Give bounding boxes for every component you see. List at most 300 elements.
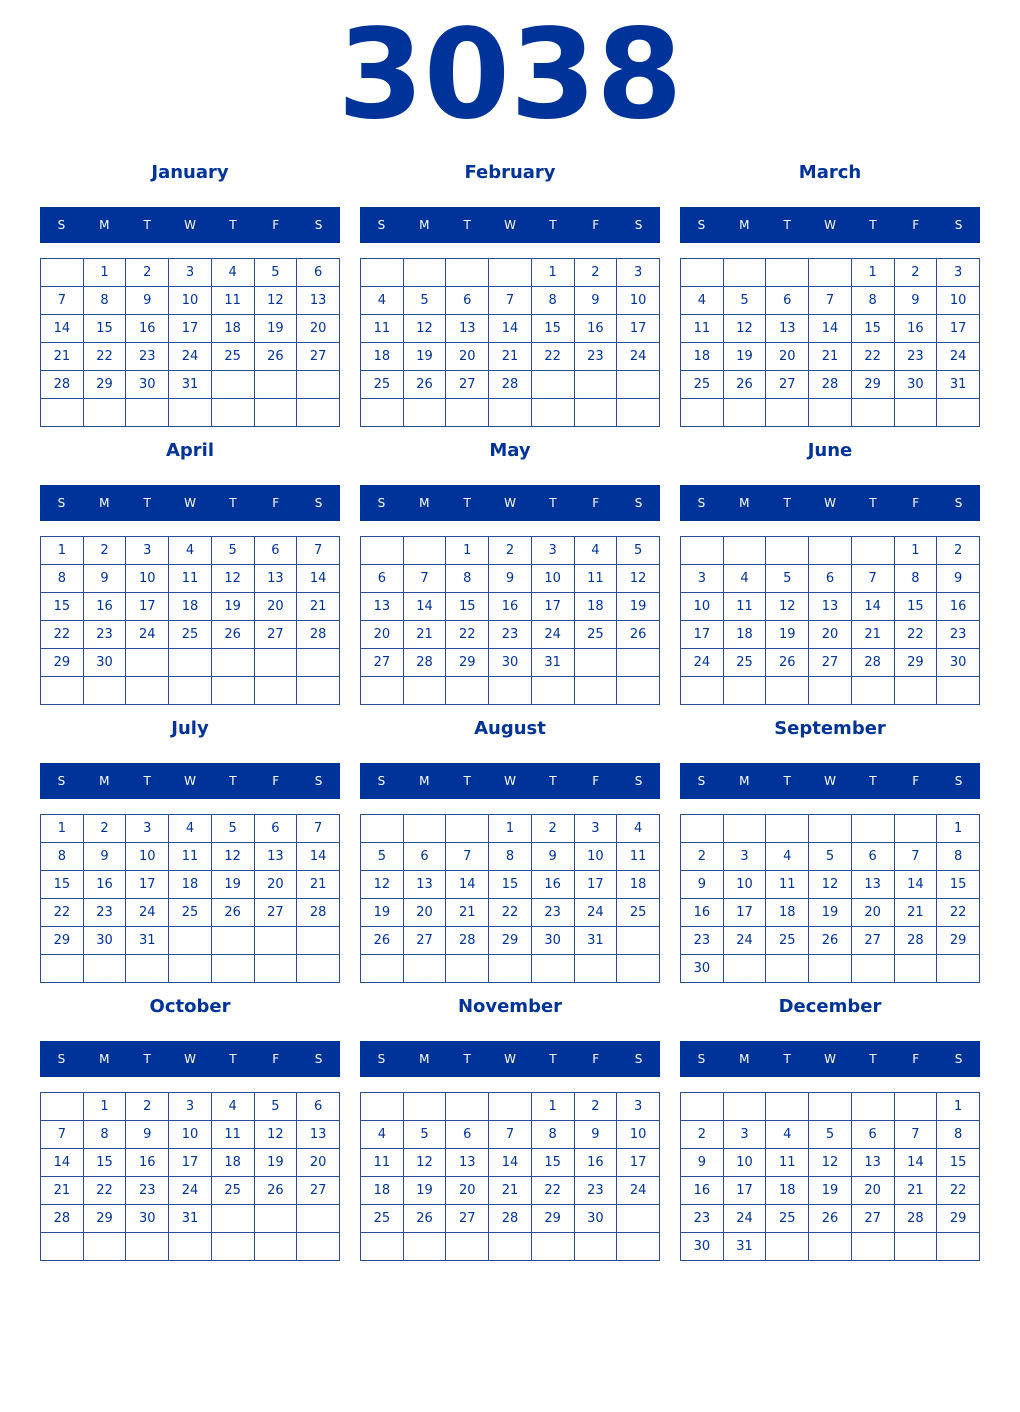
day-cell	[403, 955, 446, 983]
day-cell: 29	[851, 371, 894, 399]
weekday-header	[360, 1041, 660, 1077]
day-cell: 15	[937, 871, 980, 899]
day-cell: 26	[723, 371, 766, 399]
day-cell: 5	[723, 287, 766, 315]
day-cell: 25	[361, 371, 404, 399]
weekday-label: W	[824, 774, 836, 788]
day-cell: 21	[297, 593, 340, 621]
day-cell: 9	[937, 565, 980, 593]
day-cell: 6	[403, 843, 446, 871]
day-cell: 16	[574, 1149, 617, 1177]
day-cell: 9	[681, 871, 724, 899]
day-cell: 8	[851, 287, 894, 315]
weekday-label: W	[184, 774, 196, 788]
day-cell: 19	[617, 593, 660, 621]
day-cell: 27	[297, 1177, 340, 1205]
day-cell	[617, 927, 660, 955]
day-grid	[360, 1092, 660, 1261]
day-cell: 17	[617, 1149, 660, 1177]
day-cell: 26	[766, 649, 809, 677]
week-row	[681, 315, 980, 343]
day-cell: 1	[41, 815, 84, 843]
day-cell: 20	[403, 899, 446, 927]
day-cell: 22	[41, 621, 84, 649]
day-cell	[489, 259, 532, 287]
day-cell: 18	[361, 1177, 404, 1205]
day-cell: 23	[531, 899, 574, 927]
day-cell	[809, 259, 852, 287]
weekday-label: S	[377, 496, 386, 510]
day-cell: 17	[531, 593, 574, 621]
day-cell: 14	[41, 315, 84, 343]
day-cell: 4	[169, 537, 212, 565]
day-cell	[809, 677, 852, 705]
day-cell: 2	[126, 1093, 169, 1121]
day-cell: 19	[723, 343, 766, 371]
day-cell	[169, 399, 212, 427]
weekday-header	[40, 485, 340, 521]
day-cell	[211, 1205, 254, 1233]
day-cell: 26	[361, 927, 404, 955]
day-cell: 17	[169, 1149, 212, 1177]
day-cell	[41, 955, 84, 983]
day-cell	[446, 259, 489, 287]
day-cell: 8	[446, 565, 489, 593]
day-cell	[809, 955, 852, 983]
day-cell	[254, 677, 297, 705]
day-cell: 24	[126, 621, 169, 649]
day-cell: 7	[41, 287, 84, 315]
week-row	[361, 677, 660, 705]
day-cell: 29	[937, 927, 980, 955]
day-cell	[851, 955, 894, 983]
day-cell	[41, 399, 84, 427]
weekday-label: M	[419, 218, 430, 232]
day-cell: 16	[83, 593, 126, 621]
day-cell: 19	[809, 1177, 852, 1205]
day-cell	[297, 399, 340, 427]
week-row	[681, 343, 980, 371]
week-row	[41, 1177, 340, 1205]
day-cell: 24	[681, 649, 724, 677]
day-cell: 9	[126, 1121, 169, 1149]
day-cell: 31	[169, 1205, 212, 1233]
week-row	[41, 537, 340, 565]
weekday-label: F	[592, 218, 600, 232]
weekday-label: F	[272, 218, 280, 232]
day-cell: 25	[617, 899, 660, 927]
day-cell: 25	[723, 649, 766, 677]
day-cell: 9	[126, 287, 169, 315]
weekday-label: T	[463, 1052, 471, 1066]
day-cell: 30	[83, 927, 126, 955]
weekday-label: M	[739, 774, 750, 788]
weekday-label: W	[184, 496, 196, 510]
day-cell: 22	[446, 621, 489, 649]
day-cell: 16	[937, 593, 980, 621]
day-cell: 30	[126, 1205, 169, 1233]
day-cell: 18	[723, 621, 766, 649]
week-row	[361, 371, 660, 399]
weekday-header	[680, 763, 980, 799]
week-row	[41, 677, 340, 705]
week-row	[681, 871, 980, 899]
day-cell: 22	[83, 343, 126, 371]
day-cell: 7	[894, 1121, 937, 1149]
weekday-label: F	[912, 1052, 920, 1066]
day-cell: 18	[574, 593, 617, 621]
day-cell: 22	[531, 343, 574, 371]
day-cell: 3	[681, 565, 724, 593]
week-row	[681, 371, 980, 399]
day-cell: 28	[894, 1205, 937, 1233]
day-grid	[680, 536, 980, 705]
day-cell: 28	[809, 371, 852, 399]
day-cell: 9	[574, 1121, 617, 1149]
weekday-label: W	[504, 774, 516, 788]
day-cell: 19	[403, 1177, 446, 1205]
day-cell	[851, 815, 894, 843]
day-cell	[766, 399, 809, 427]
day-cell	[531, 955, 574, 983]
day-cell: 22	[894, 621, 937, 649]
day-cell	[297, 1233, 340, 1261]
day-cell: 28	[851, 649, 894, 677]
day-cell	[83, 1233, 126, 1261]
day-cell: 10	[617, 287, 660, 315]
day-cell	[681, 259, 724, 287]
day-cell: 21	[894, 1177, 937, 1205]
week-row	[361, 871, 660, 899]
week-row	[681, 537, 980, 565]
day-cell: 1	[531, 259, 574, 287]
day-cell	[809, 399, 852, 427]
day-cell	[681, 677, 724, 705]
weekday-label: S	[314, 1052, 323, 1066]
day-cell: 27	[254, 899, 297, 927]
weekday-label: S	[377, 218, 386, 232]
weekday-label: W	[824, 1052, 836, 1066]
day-cell: 6	[851, 843, 894, 871]
weekday-header	[40, 763, 340, 799]
day-cell: 5	[361, 843, 404, 871]
weekday-label: W	[184, 218, 196, 232]
weekday-label: S	[377, 1052, 386, 1066]
day-cell: 26	[211, 899, 254, 927]
day-cell: 5	[617, 537, 660, 565]
day-cell: 10	[126, 565, 169, 593]
day-cell: 27	[361, 649, 404, 677]
day-cell: 2	[937, 537, 980, 565]
day-cell: 8	[937, 843, 980, 871]
day-cell: 2	[574, 259, 617, 287]
weekday-label: W	[504, 1052, 516, 1066]
day-cell: 21	[297, 871, 340, 899]
day-cell: 30	[894, 371, 937, 399]
day-cell	[894, 677, 937, 705]
day-cell: 15	[83, 1149, 126, 1177]
day-cell: 24	[574, 899, 617, 927]
day-grid	[360, 814, 660, 983]
weekday-label: T	[229, 218, 237, 232]
weekday-label: S	[57, 774, 66, 788]
day-cell: 12	[254, 287, 297, 315]
day-cell: 6	[809, 565, 852, 593]
day-cell: 28	[489, 1205, 532, 1233]
day-cell: 10	[723, 1149, 766, 1177]
weekday-label: M	[419, 1052, 430, 1066]
day-cell: 16	[126, 315, 169, 343]
month-title: May	[489, 440, 531, 461]
day-cell	[574, 399, 617, 427]
weekday-label: W	[184, 1052, 196, 1066]
day-cell: 1	[851, 259, 894, 287]
day-cell: 29	[83, 371, 126, 399]
day-cell: 1	[531, 1093, 574, 1121]
day-cell: 20	[297, 1149, 340, 1177]
day-cell: 21	[489, 343, 532, 371]
weekday-label: M	[99, 496, 110, 510]
week-row	[681, 259, 980, 287]
day-cell	[361, 1233, 404, 1261]
weekday-label: T	[143, 218, 151, 232]
day-cell: 3	[169, 259, 212, 287]
weekday-label: S	[634, 496, 643, 510]
day-cell: 5	[211, 815, 254, 843]
day-cell: 13	[254, 843, 297, 871]
day-cell	[723, 399, 766, 427]
day-cell: 17	[574, 871, 617, 899]
day-cell: 20	[851, 899, 894, 927]
day-cell: 26	[809, 927, 852, 955]
week-row	[361, 1149, 660, 1177]
day-cell	[681, 399, 724, 427]
month-title: December	[778, 996, 882, 1017]
weekday-label: M	[739, 1052, 750, 1066]
week-row	[681, 287, 980, 315]
day-cell: 29	[489, 927, 532, 955]
day-cell: 14	[403, 593, 446, 621]
day-cell	[489, 399, 532, 427]
day-cell: 4	[723, 565, 766, 593]
day-cell: 24	[937, 343, 980, 371]
day-cell: 13	[446, 1149, 489, 1177]
week-row	[361, 843, 660, 871]
day-cell: 27	[254, 621, 297, 649]
day-cell	[894, 1093, 937, 1121]
day-cell	[211, 955, 254, 983]
weekday-header	[360, 485, 660, 521]
weekday-label: F	[272, 774, 280, 788]
day-cell: 19	[766, 621, 809, 649]
weekday-label: F	[912, 218, 920, 232]
day-cell: 16	[894, 315, 937, 343]
weekday-label: T	[463, 774, 471, 788]
weekday-label: T	[143, 1052, 151, 1066]
day-cell: 28	[446, 927, 489, 955]
day-cell: 11	[211, 287, 254, 315]
day-cell: 7	[41, 1121, 84, 1149]
day-cell: 7	[297, 537, 340, 565]
week-row	[41, 955, 340, 983]
day-cell	[937, 677, 980, 705]
weekday-label: S	[57, 496, 66, 510]
day-cell: 7	[297, 815, 340, 843]
weekday-header	[360, 763, 660, 799]
week-row	[41, 343, 340, 371]
day-cell	[211, 1233, 254, 1261]
day-cell	[254, 1205, 297, 1233]
week-row	[681, 955, 980, 983]
week-row	[361, 649, 660, 677]
day-cell: 30	[574, 1205, 617, 1233]
day-cell: 30	[83, 649, 126, 677]
day-cell: 1	[489, 815, 532, 843]
day-cell: 7	[403, 565, 446, 593]
day-cell	[83, 399, 126, 427]
day-cell	[723, 677, 766, 705]
day-cell: 2	[681, 843, 724, 871]
weekday-header	[40, 1041, 340, 1077]
day-cell: 12	[361, 871, 404, 899]
day-cell	[403, 677, 446, 705]
day-cell: 10	[126, 843, 169, 871]
day-cell: 27	[766, 371, 809, 399]
weekday-label: T	[229, 1052, 237, 1066]
day-cell: 8	[531, 1121, 574, 1149]
day-cell	[254, 955, 297, 983]
day-cell	[617, 955, 660, 983]
day-cell: 7	[489, 1121, 532, 1149]
day-cell: 25	[361, 1205, 404, 1233]
week-row	[41, 843, 340, 871]
day-cell: 23	[83, 899, 126, 927]
day-cell: 15	[894, 593, 937, 621]
day-cell: 26	[403, 1205, 446, 1233]
day-cell	[723, 955, 766, 983]
day-cell	[681, 537, 724, 565]
day-cell: 28	[403, 649, 446, 677]
day-cell: 15	[531, 1149, 574, 1177]
day-cell: 18	[681, 343, 724, 371]
day-cell: 14	[41, 1149, 84, 1177]
weekday-label: T	[783, 1052, 791, 1066]
day-cell	[766, 955, 809, 983]
day-cell: 6	[766, 287, 809, 315]
day-cell	[894, 399, 937, 427]
day-cell: 24	[723, 1205, 766, 1233]
day-cell: 4	[211, 1093, 254, 1121]
day-cell: 19	[809, 899, 852, 927]
day-cell: 4	[169, 815, 212, 843]
week-row	[681, 815, 980, 843]
day-grid	[40, 1092, 340, 1261]
day-cell: 3	[574, 815, 617, 843]
weekday-label: S	[697, 218, 706, 232]
week-row	[681, 1121, 980, 1149]
weekday-label: F	[592, 496, 600, 510]
day-cell: 27	[809, 649, 852, 677]
day-grid	[40, 536, 340, 705]
day-cell: 13	[297, 287, 340, 315]
week-row	[681, 927, 980, 955]
day-cell: 9	[894, 287, 937, 315]
day-cell: 2	[126, 259, 169, 287]
day-cell: 20	[297, 315, 340, 343]
day-cell	[851, 1233, 894, 1261]
day-cell	[254, 649, 297, 677]
day-cell	[83, 955, 126, 983]
day-cell: 28	[297, 621, 340, 649]
day-cell: 7	[851, 565, 894, 593]
weekday-label: S	[634, 218, 643, 232]
day-cell: 4	[766, 843, 809, 871]
day-cell: 20	[446, 343, 489, 371]
day-cell	[446, 1233, 489, 1261]
day-cell: 7	[489, 287, 532, 315]
weekday-label: S	[314, 218, 323, 232]
day-cell: 13	[809, 593, 852, 621]
day-cell: 23	[937, 621, 980, 649]
day-cell: 12	[809, 871, 852, 899]
day-cell: 14	[297, 843, 340, 871]
day-cell	[531, 1233, 574, 1261]
day-cell: 11	[169, 843, 212, 871]
day-cell: 23	[489, 621, 532, 649]
day-cell	[681, 1093, 724, 1121]
day-cell: 26	[254, 1177, 297, 1205]
day-cell	[169, 677, 212, 705]
day-cell: 21	[894, 899, 937, 927]
day-cell: 5	[809, 843, 852, 871]
year-title: 3038	[337, 3, 683, 147]
day-cell: 3	[617, 1093, 660, 1121]
day-cell	[403, 399, 446, 427]
day-cell: 27	[403, 927, 446, 955]
day-cell: 11	[169, 565, 212, 593]
day-cell: 18	[211, 1149, 254, 1177]
day-cell: 10	[723, 871, 766, 899]
day-cell	[531, 371, 574, 399]
weekday-header	[680, 485, 980, 521]
day-cell: 14	[297, 565, 340, 593]
day-cell: 17	[723, 1177, 766, 1205]
weekday-label: S	[954, 218, 963, 232]
day-cell: 24	[126, 899, 169, 927]
day-cell	[723, 537, 766, 565]
day-cell: 24	[169, 1177, 212, 1205]
day-cell: 5	[766, 565, 809, 593]
day-cell: 3	[723, 843, 766, 871]
day-cell: 13	[403, 871, 446, 899]
day-cell	[851, 399, 894, 427]
day-cell: 22	[851, 343, 894, 371]
week-row	[361, 537, 660, 565]
weekday-label: S	[954, 496, 963, 510]
day-cell: 20	[254, 593, 297, 621]
week-row	[361, 1121, 660, 1149]
day-cell: 27	[851, 1205, 894, 1233]
day-cell: 21	[489, 1177, 532, 1205]
day-cell: 27	[446, 1205, 489, 1233]
day-cell	[126, 955, 169, 983]
week-row	[681, 1205, 980, 1233]
week-row	[361, 259, 660, 287]
day-cell: 26	[254, 343, 297, 371]
day-cell: 16	[489, 593, 532, 621]
day-cell	[126, 677, 169, 705]
day-cell: 17	[617, 315, 660, 343]
